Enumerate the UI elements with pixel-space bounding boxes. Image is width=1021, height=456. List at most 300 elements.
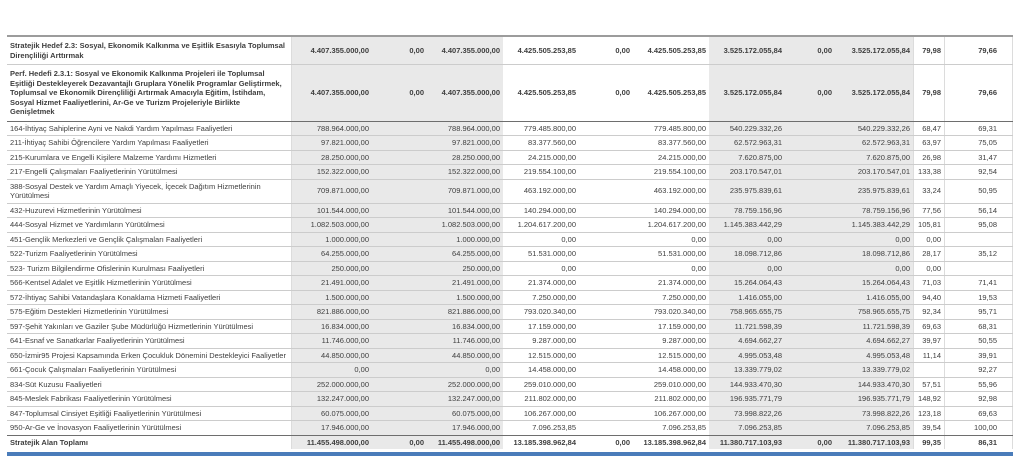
value-cell: 540.229.332,26 — [709, 122, 785, 136]
value-cell: 7.096.253,85 — [835, 421, 914, 435]
value-cell: 64.255.000,00 — [427, 247, 503, 261]
value-cell: 203.170.547,01 — [709, 165, 785, 179]
value-cell: 0,00 — [292, 363, 372, 377]
value-cell: 4.407.355.000,00 — [292, 37, 372, 64]
value-cell: 28.250.000,00 — [427, 151, 503, 165]
row-label: Stratejik Alan Toplamı — [7, 436, 292, 450]
value-cell: 39,54 — [914, 421, 945, 435]
value-cell: 33,24 — [914, 180, 945, 203]
value-cell: 78.759.156,96 — [835, 204, 914, 218]
table-bottom-rule — [7, 452, 1013, 456]
value-cell: 69,63 — [914, 320, 945, 334]
table-row — [7, 247, 1013, 262]
row-label: 834-Süt Kuzusu Faaliyetleri — [7, 378, 292, 392]
value-cell: 13.339.779,02 — [709, 363, 785, 377]
value-cell: 1.416.055,00 — [835, 291, 914, 305]
table-row — [7, 436, 1013, 450]
value-cell — [785, 233, 835, 247]
value-cell: 3.525.172.055,84 — [709, 65, 785, 121]
value-cell — [785, 349, 835, 363]
row-label: Stratejik Hedef 2.3: Sosyal, Ekonomik Kalkınma ve Eşitlik Esasıyla Toplumsal Dirençliliği Arttırmak — [7, 37, 292, 64]
value-cell — [372, 334, 427, 348]
value-cell — [579, 233, 633, 247]
value-cell: 148,92 — [914, 392, 945, 406]
value-cell: 68,31 — [945, 320, 1013, 334]
value-cell: 21.374.000,00 — [528, 278, 576, 287]
value-cell — [372, 305, 427, 319]
value-cell: 4.407.355.000,00 — [292, 65, 372, 121]
value-cell: 14.458.000,00 — [658, 365, 706, 374]
value-cell: 144.933.470,30 — [835, 378, 914, 392]
value-cell — [785, 136, 835, 150]
value-cell: 13.185.398.962,84 — [643, 437, 706, 447]
value-cell: 26,98 — [914, 151, 945, 165]
table-row — [7, 136, 1013, 151]
row-label: 641-Esnaf ve Sanatkarlar Faaliyetlerinin Yürütülmesi — [7, 334, 292, 348]
value-cell: 0,00 — [691, 263, 706, 273]
value-cell: 0,00 — [835, 233, 914, 247]
value-cell: 50,55 — [945, 334, 1013, 348]
value-cell: 11.721.598,39 — [835, 320, 914, 334]
value-cell: 11.455.498.000,00 — [292, 436, 372, 450]
row-label: Perf. Hedefi 2.3.1: Sosyal ve Ekonomik Kalkınma Projeleri ile Toplumsal Eşitliği Destekleyerek Dezavantajlı Gruplara Yönelik Programlar Geliştirmek, Toplumsal ve Ekonomik Dirençliliği Artırmak Amacıyla Eğitim, İstihdam, Sosyal Hizmet Faaliyetlerini, Ar-Ge ve Turizm Projeleriyle Birlikte Genişletmek — [7, 65, 292, 121]
value-cell: 219.554.100,00 — [523, 167, 576, 176]
value-cell: 0,00 — [372, 37, 427, 64]
value-cell: 463.192.000,00 — [523, 186, 576, 196]
value-cell — [372, 233, 427, 247]
value-cell: 44.850.000,00 — [427, 349, 503, 363]
row-label: 217-Engelli Çalışmaları Faaliyetlerinin Yürütülmesi — [7, 165, 292, 179]
value-cell: 101.544.000,00 — [292, 204, 372, 218]
value-cell: 463.192.000,00 — [653, 186, 706, 196]
value-cell: 64.255.000,00 — [292, 247, 372, 261]
value-cell: 73.998.822,26 — [835, 407, 914, 421]
value-cell — [945, 233, 1013, 247]
value-cell: 252.000.000,00 — [292, 378, 372, 392]
value-cell: 7.250.000,00 — [662, 292, 706, 302]
value-cell — [785, 363, 835, 377]
value-cell — [372, 247, 427, 261]
table-row — [7, 204, 1013, 219]
value-cell: 62.572.963,31 — [835, 136, 914, 150]
row-label: 215-Kurumlara ve Engelli Kişilere Malzeme Yardımı Hizmetleri — [7, 151, 292, 165]
value-cell: 0,00 — [914, 233, 945, 247]
value-cell — [372, 421, 427, 435]
value-cell: 79,98 — [914, 65, 945, 121]
value-cell — [785, 165, 835, 179]
table-row — [7, 363, 1013, 378]
value-cell: 709.871.000,00 — [292, 180, 372, 203]
row-label: 950-Ar-Ge ve İnovasyon Faaliyetlerinin Yürütülmesi — [7, 421, 292, 435]
row-label: 164-İhtiyaç Sahiplerine Ayni ve Nakdi Yardım Yapılması Faaliyetleri — [7, 122, 292, 136]
value-cell: 4.425.505.253,85 — [517, 88, 576, 97]
value-cell: 14.458.000,00 — [528, 365, 576, 374]
table-row — [7, 122, 1013, 137]
value-cell: 92,34 — [914, 305, 945, 319]
value-cell: 821.886.000,00 — [427, 305, 503, 319]
value-cell: 11.746.000,00 — [292, 334, 372, 348]
value-cell: 140.294.000,00 — [523, 205, 576, 215]
value-cell — [579, 180, 633, 203]
value-cell — [372, 363, 427, 377]
value-cell: 92,54 — [945, 165, 1013, 179]
value-cell — [785, 276, 835, 290]
value-cell — [579, 122, 633, 136]
table-row — [7, 151, 1013, 166]
value-cell: 7.096.253,85 — [709, 421, 785, 435]
value-cell: 97.821.000,00 — [292, 136, 372, 150]
value-cell — [372, 392, 427, 406]
value-cell: 0,00 — [372, 65, 427, 121]
value-cell: 1.500.000,00 — [427, 291, 503, 305]
value-cell — [579, 165, 633, 179]
value-cell: 0,00 — [372, 436, 427, 450]
row-label: 650-İzmir95 Projesi Kapsamında Erken Çocukluk Dönemini Destekleyici Faaliyetler — [7, 349, 292, 363]
value-cell — [372, 151, 427, 165]
value-cell: 0,00 — [709, 233, 785, 247]
value-cell: 1.082.503.000,00 — [292, 218, 372, 232]
row-label: 661-Çocuk Çalışmaları Faaliyetlerinin Yürütülmesi — [7, 363, 292, 377]
value-cell — [579, 378, 633, 392]
value-cell: 0,00 — [914, 262, 945, 276]
value-cell: 9.287.000,00 — [662, 336, 706, 345]
value-cell: 75,05 — [945, 136, 1013, 150]
value-cell: 821.886.000,00 — [292, 305, 372, 319]
value-cell: 9.287.000,00 — [532, 336, 576, 345]
value-cell: 24.215.000,00 — [658, 152, 706, 162]
value-cell: 99,35 — [914, 436, 945, 450]
value-cell — [579, 320, 633, 334]
value-cell: 1.500.000,00 — [292, 291, 372, 305]
value-cell — [579, 349, 633, 363]
table-row — [7, 165, 1013, 180]
row-label: 566-Kentsel Adalet ve Eşitlik Hizmetlerinin Yürütülmesi — [7, 276, 292, 290]
value-cell: 132.247.000,00 — [292, 392, 372, 406]
value-cell: 51.531.000,00 — [658, 249, 706, 258]
value-cell: 17.159.000,00 — [528, 321, 576, 331]
value-cell — [579, 421, 633, 435]
value-cell: 11.455.498.000,00 — [427, 436, 503, 450]
row-label: 211-İhtiyaç Sahibi Öğrencilere Yardım Yapılması Faaliyetleri — [7, 136, 292, 150]
value-cell — [372, 349, 427, 363]
value-cell: 56,14 — [945, 204, 1013, 218]
value-cell: 235.975.839,61 — [835, 180, 914, 203]
value-cell: 16.834.000,00 — [292, 320, 372, 334]
value-cell: 92,27 — [945, 363, 1013, 377]
value-cell — [914, 363, 945, 377]
value-cell — [785, 392, 835, 406]
value-cell: 44.850.000,00 — [292, 349, 372, 363]
row-label: 451-Gençlik Merkezleri ve Gençlik Çalışmaları Faaliyetleri — [7, 233, 292, 247]
value-cell — [579, 291, 633, 305]
value-cell: 35,12 — [945, 247, 1013, 261]
value-cell — [785, 407, 835, 421]
value-cell — [372, 291, 427, 305]
value-cell — [372, 122, 427, 136]
value-cell: 709.871.000,00 — [427, 180, 503, 203]
table-row — [7, 276, 1013, 291]
value-cell: 0,00 — [709, 262, 785, 276]
value-cell: 15.264.064,43 — [835, 276, 914, 290]
value-cell — [579, 392, 633, 406]
value-cell: 50,95 — [945, 180, 1013, 203]
value-cell — [785, 180, 835, 203]
table-row — [7, 180, 1013, 204]
table-row — [7, 349, 1013, 364]
value-cell: 235.975.839,61 — [709, 180, 785, 203]
value-cell: 28,17 — [914, 247, 945, 261]
table-row — [7, 305, 1013, 320]
value-cell — [579, 276, 633, 290]
row-label: 522-Turizm Faaliyetlerinin Yürütülmesi — [7, 247, 292, 261]
budget-table — [7, 35, 1013, 456]
value-cell: 252.000.000,00 — [427, 378, 503, 392]
value-cell: 758.965.655,75 — [835, 305, 914, 319]
value-cell: 793.020.340,00 — [653, 307, 706, 316]
value-cell: 79,66 — [945, 65, 1013, 121]
value-cell: 83.377.560,00 — [528, 138, 576, 147]
value-cell — [785, 421, 835, 435]
row-label: 847-Toplumsal Cinsiyet Eşitliği Faaliyetlerinin Yürütülmesi — [7, 407, 292, 421]
value-cell — [372, 180, 427, 203]
value-cell: 79,66 — [945, 37, 1013, 64]
value-cell: 211.802.000,00 — [654, 394, 706, 403]
table-row — [7, 334, 1013, 349]
value-cell: 1.000.000,00 — [292, 233, 372, 247]
value-cell: 152.322.000,00 — [292, 165, 372, 179]
value-cell: 0,00 — [615, 45, 630, 55]
value-cell — [785, 204, 835, 218]
value-cell: 77,56 — [914, 204, 945, 218]
value-cell — [785, 378, 835, 392]
value-cell — [372, 378, 427, 392]
value-cell: 94,40 — [914, 291, 945, 305]
value-cell: 12.515.000,00 — [658, 350, 706, 360]
value-cell: 779.485.800,00 — [523, 123, 576, 133]
value-cell: 0,00 — [615, 88, 630, 97]
value-cell: 17.946.000,00 — [292, 421, 372, 435]
value-cell — [785, 122, 835, 136]
value-cell: 4.995.053,48 — [835, 349, 914, 363]
table-row — [7, 37, 1013, 65]
value-cell: 0,00 — [561, 263, 576, 273]
value-cell: 83.377.560,00 — [658, 138, 706, 147]
value-cell: 69,31 — [945, 122, 1013, 136]
value-cell: 0,00 — [835, 262, 914, 276]
value-cell: 73.998.822,26 — [709, 407, 785, 421]
value-cell: 11.721.598,39 — [709, 320, 785, 334]
value-cell — [579, 218, 633, 232]
value-cell: 39,91 — [945, 349, 1013, 363]
value-cell: 78.759.156,96 — [709, 204, 785, 218]
value-cell — [579, 363, 633, 377]
row-label: 597-Şehit Yakınları ve Gaziler Şube Müdürlüğü Hizmetlerinin Yürütülmesi — [7, 320, 292, 334]
value-cell — [372, 136, 427, 150]
value-cell: 68,47 — [914, 122, 945, 136]
value-cell: 4.694.662,27 — [835, 334, 914, 348]
value-cell — [785, 291, 835, 305]
value-cell: 3.525.172.055,84 — [709, 37, 785, 64]
value-cell: 1.204.617.200,00 — [647, 220, 706, 229]
value-cell — [579, 136, 633, 150]
value-cell — [372, 407, 427, 421]
value-cell — [579, 262, 633, 276]
table-row — [7, 218, 1013, 233]
value-cell: 57,51 — [914, 378, 945, 392]
value-cell: 7.096.253,85 — [662, 423, 706, 432]
value-cell: 758.965.655,75 — [709, 305, 785, 319]
value-cell — [372, 165, 427, 179]
value-cell — [579, 334, 633, 348]
value-cell: 71,03 — [914, 276, 945, 290]
value-cell: 1.204.617.200,00 — [517, 220, 576, 229]
value-cell: 13.339.779,02 — [835, 363, 914, 377]
value-cell: 259.010.000,00 — [523, 379, 576, 389]
value-cell: 540.229.332,26 — [835, 122, 914, 136]
value-cell: 0,00 — [691, 234, 706, 244]
value-cell: 95,71 — [945, 305, 1013, 319]
value-cell: 92,98 — [945, 392, 1013, 406]
value-cell: 1.145.383.442,29 — [709, 218, 785, 232]
value-cell: 3.525.172.055,84 — [835, 37, 914, 64]
value-cell: 17.946.000,00 — [427, 421, 503, 435]
value-cell: 101.544.000,00 — [427, 204, 503, 218]
value-cell: 7.096.253,85 — [532, 423, 576, 432]
value-cell: 97.821.000,00 — [427, 136, 503, 150]
value-cell: 1.082.503.000,00 — [427, 218, 503, 232]
table-row — [7, 233, 1013, 248]
table-row — [7, 378, 1013, 393]
value-cell: 250.000,00 — [292, 262, 372, 276]
value-cell: 106.267.000,00 — [523, 408, 576, 418]
value-cell: 4.407.355.000,00 — [427, 65, 503, 121]
value-cell: 13.185.398.962,84 — [513, 437, 576, 447]
value-cell: 203.170.547,01 — [835, 165, 914, 179]
table-row — [7, 320, 1013, 335]
value-cell: 133,38 — [914, 165, 945, 179]
value-cell: 21.374.000,00 — [658, 278, 706, 287]
value-cell: 24.215.000,00 — [528, 152, 576, 162]
value-cell: 21.491.000,00 — [427, 276, 503, 290]
value-cell: 39,97 — [914, 334, 945, 348]
row-label: 388-Sosyal Destek ve Yardım Amaçlı Yiyecek, İçecek Dağıtım Hizmetlerinin Yürütülmesi — [7, 180, 292, 203]
value-cell: 144.933.470,30 — [709, 378, 785, 392]
value-cell: 106.267.000,00 — [653, 408, 706, 418]
value-cell: 11.380.717.103,93 — [709, 436, 785, 450]
value-cell: 788.964.000,00 — [427, 122, 503, 136]
value-cell — [785, 247, 835, 261]
value-cell: 196.935.771,79 — [709, 392, 785, 406]
value-cell: 1.000.000,00 — [427, 233, 503, 247]
value-cell — [785, 151, 835, 165]
value-cell: 16.834.000,00 — [427, 320, 503, 334]
value-cell: 7.620.875,00 — [835, 151, 914, 165]
value-cell: 7.250.000,00 — [532, 292, 576, 302]
value-cell: 15.264.064,43 — [709, 276, 785, 290]
value-cell — [579, 305, 633, 319]
value-cell: 793.020.340,00 — [523, 307, 576, 316]
value-cell — [579, 151, 633, 165]
value-cell: 0,00 — [785, 65, 835, 121]
value-cell: 4.407.355.000,00 — [427, 37, 503, 64]
value-cell — [785, 334, 835, 348]
value-cell: 11,14 — [914, 349, 945, 363]
table-row — [7, 291, 1013, 306]
value-cell: 28.250.000,00 — [292, 151, 372, 165]
value-cell: 196.935.771,79 — [835, 392, 914, 406]
value-cell: 0,00 — [785, 37, 835, 64]
value-cell: 71,41 — [945, 276, 1013, 290]
value-cell: 18.098.712,86 — [835, 247, 914, 261]
table-row — [7, 65, 1013, 122]
value-cell: 31,47 — [945, 151, 1013, 165]
value-cell: 18.098.712,86 — [709, 247, 785, 261]
value-cell: 4.995.053,48 — [709, 349, 785, 363]
value-cell: 132.247.000,00 — [427, 392, 503, 406]
value-cell — [372, 218, 427, 232]
value-cell: 60.075.000,00 — [292, 407, 372, 421]
value-cell: 4.425.505.253,85 — [517, 45, 576, 55]
value-cell — [579, 204, 633, 218]
value-cell: 259.010.000,00 — [653, 379, 706, 389]
value-cell: 86,31 — [945, 436, 1013, 450]
value-cell: 3.525.172.055,84 — [835, 65, 914, 121]
value-cell: 105,81 — [914, 218, 945, 232]
value-cell: 21.491.000,00 — [292, 276, 372, 290]
row-label: 845-Meslek Fabrikası Faaliyetlerinin Yürütülmesi — [7, 392, 292, 406]
value-cell: 11.746.000,00 — [427, 334, 503, 348]
value-cell: 211.802.000,00 — [524, 394, 576, 403]
value-cell: 1.416.055,00 — [709, 291, 785, 305]
value-cell — [372, 276, 427, 290]
value-cell: 62.572.963,31 — [709, 136, 785, 150]
value-cell: 788.964.000,00 — [292, 122, 372, 136]
value-cell: 55,96 — [945, 378, 1013, 392]
value-cell: 4.425.505.253,85 — [647, 45, 706, 55]
value-cell: 123,18 — [914, 407, 945, 421]
table-row — [7, 421, 1013, 436]
table-row — [7, 392, 1013, 407]
value-cell: 219.554.100,00 — [653, 167, 706, 176]
value-cell — [579, 407, 633, 421]
value-cell: 17.159.000,00 — [658, 321, 706, 331]
value-cell — [372, 204, 427, 218]
value-cell — [372, 262, 427, 276]
value-cell: 1.145.383.442,29 — [835, 218, 914, 232]
row-label: 444-Sosyal Hizmet ve Yardımların Yürütülmesi — [7, 218, 292, 232]
table-row — [7, 407, 1013, 422]
value-cell: 100,00 — [945, 421, 1013, 435]
value-cell: 140.294.000,00 — [653, 205, 706, 215]
value-cell — [785, 218, 835, 232]
value-cell: 152.322.000,00 — [427, 165, 503, 179]
value-cell: 779.485.800,00 — [653, 123, 706, 133]
value-cell — [372, 320, 427, 334]
value-cell: 19,53 — [945, 291, 1013, 305]
value-cell: 0,00 — [785, 436, 835, 450]
value-cell: 51.531.000,00 — [528, 249, 576, 258]
row-label: 575-Eğitim Destekleri Hizmetlerinin Yürütülmesi — [7, 305, 292, 319]
value-cell: 0,00 — [427, 363, 503, 377]
row-label: 523- Turizm Bilgilendirme Ofislerinin Kurulması Faaliyetleri — [7, 262, 292, 276]
value-cell: 11.380.717.103,93 — [835, 436, 914, 450]
value-cell: 4.694.662,27 — [709, 334, 785, 348]
value-cell: 250.000,00 — [427, 262, 503, 276]
value-cell: 12.515.000,00 — [528, 350, 576, 360]
value-cell: 4.425.505.253,85 — [647, 88, 706, 97]
value-cell — [785, 320, 835, 334]
value-cell: 0,00 — [615, 437, 630, 447]
